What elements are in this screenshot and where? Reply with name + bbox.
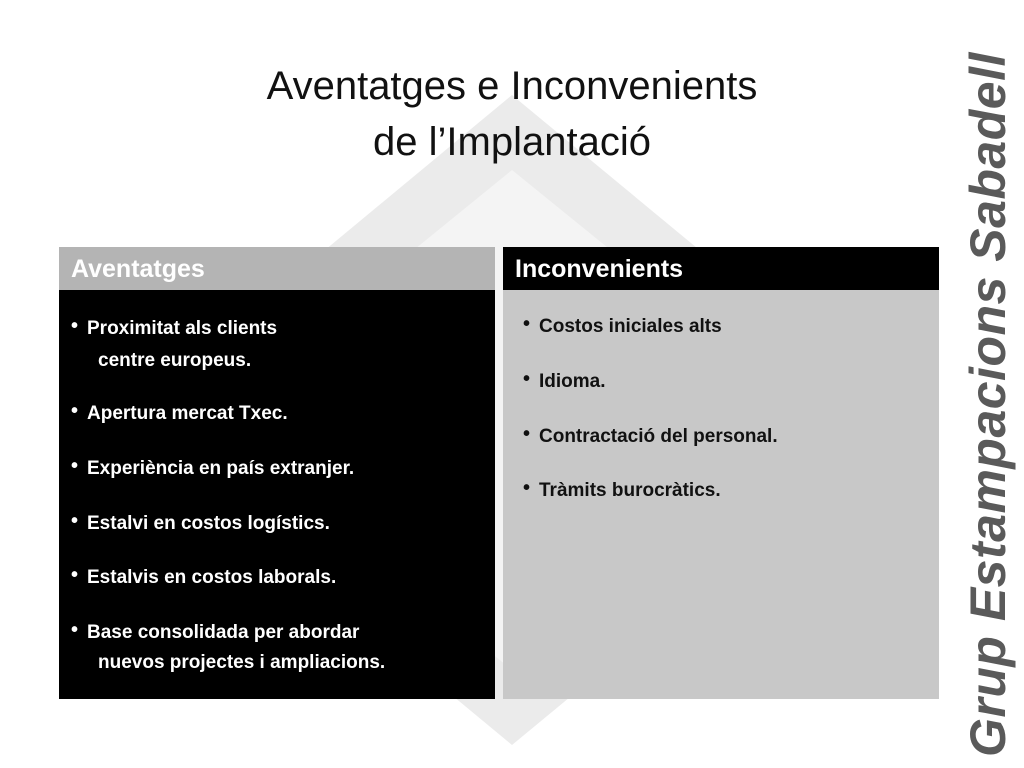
advantages-panel <box>59 247 495 699</box>
bullet-icon: • <box>71 564 79 586</box>
advantage-text: Estalvis en costos laborals. <box>87 567 337 588</box>
bullet-icon: • <box>71 455 79 477</box>
advantage-text: Estalvi en costos logístics. <box>87 513 330 534</box>
disadvantage-item <box>523 477 721 502</box>
disadvantage-text: Contractació del personal. <box>539 426 778 447</box>
bullet-icon: • <box>523 313 531 335</box>
title-line-2: de l’Implantació <box>373 120 651 164</box>
disadvantage-text: Costos iniciales alts <box>539 316 722 337</box>
bullet-icon: • <box>71 400 79 422</box>
bullet-icon: • <box>523 423 531 445</box>
brand-vertical-text: Grup Estampacions Sabadell <box>960 52 1016 757</box>
disadvantage-text: Idioma. <box>539 371 606 392</box>
advantage-item <box>71 510 330 535</box>
disadvantages-header: Inconvenients <box>503 247 939 290</box>
advantage-item <box>71 619 386 674</box>
bullet-icon: • <box>523 368 531 390</box>
advantage-item <box>71 400 288 425</box>
slide-title <box>0 58 1024 170</box>
advantage-item <box>71 564 337 589</box>
advantage-text: Base consolidada per abordar <box>87 622 360 643</box>
advantage-item <box>71 315 278 372</box>
bullet-icon: • <box>71 510 79 532</box>
advantage-text: Proximitat als clients <box>87 318 278 339</box>
bullet-icon: • <box>523 477 531 499</box>
bullet-icon: • <box>71 619 79 641</box>
advantage-text: Experiència en país extranjer. <box>87 458 355 479</box>
disadvantage-item <box>523 423 778 448</box>
disadvantage-text: Tràmits burocràtics. <box>539 480 721 501</box>
advantage-item <box>71 455 355 480</box>
title-line-1: Aventatges e Inconvenients <box>266 64 758 108</box>
advantages-header: Aventatges <box>59 247 495 290</box>
bullet-icon: • <box>71 315 79 337</box>
disadvantage-item <box>523 313 722 338</box>
advantage-text: Apertura mercat Txec. <box>87 403 288 424</box>
advantage-continuation: nuevos projectes i ampliacions. <box>98 652 386 673</box>
disadvantages-panel <box>503 247 939 699</box>
advantage-continuation: centre europeus. <box>98 350 252 371</box>
disadvantage-item <box>523 368 606 393</box>
